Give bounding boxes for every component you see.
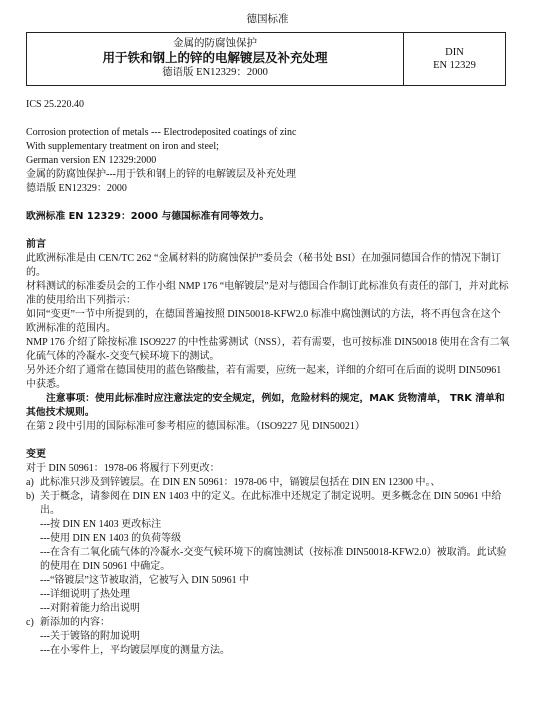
list-sub-line: ---按 DIN EN 1403 更改标注 [40,519,162,530]
title-block-main [27,33,404,85]
list-item [26,490,510,518]
standard-code-din: DIN [445,47,464,58]
intro-line: Corrosion protection of metals --- Electrodeposited coatings of zinc [26,127,297,138]
list-item-text: 新添加的内容： [40,617,110,628]
intro-line: 德语版 EN12329：2000 [26,183,127,194]
foreword-paragraph: 材料测试的标准委员会的工作小组 NMP 176 “电解镀层”是对与德国合作制订此标准负有责任的部门，并对此标准的使用给出下列指示： [26,281,509,306]
foreword-paragraph: 另外还介绍了通常在德国使用的蓝色铬酸盐，若有需要，应统一起来，详细的介绍可在后面的说明 DIN50961 中获悉。 [26,365,502,390]
list-item [26,476,510,490]
standard-code-number: EN 12329 [433,60,476,71]
list-item-text: 关于概念，请参阅在 DIN EN 1403 中的定义。在此标准中还规定了制定说明。更多概念在 DIN 50961 中给出。 [40,491,502,516]
list-sub-line: ---对附着能力给出说明 [40,603,140,614]
title-block [26,32,506,86]
document-body [26,98,510,658]
list-sub-line: ---在含有二氧化硫气体的冷凝水-交变气候环境下的腐蚀测试（按标准 DIN50018-KFW2.0）被取消。此试验的使用在 DIN 50961 中确定。 [40,547,507,572]
foreword-heading: 前言 [26,239,46,250]
list-marker: c) [26,617,34,628]
safety-notice: 注意事项：使用此标准时应注意法定的安全规定，例如，危险材料的规定，MAK 货物清单， TRK 清单和其他技术规则。 [26,393,505,418]
ics-code: ICS 25.220.40 [26,99,85,110]
list-sub-line: ---详细说明了热处理 [40,589,130,600]
equivalence-statement: 欧洲标准 EN 12329：2000 与德国标准有同等效力。 [26,211,270,222]
foreword-paragraph: NMP 176 介绍了除按标准 ISO9227 的中性盐雾测试（NSS），若有需要，也可按标准 DIN50018 使用在含有二氧化硫气体的冷凝水-交变气候环境下的测试。 [26,337,510,362]
list-marker: b) [26,491,35,502]
list-item [26,616,510,630]
reference-note: 在第 2 段中引用的国际标准可参考相应的德国标准。（ISO9227 见 DIN50021） [26,421,365,432]
intro-line: With supplementary treatment on iron and steel; [26,141,219,152]
list-marker: a) [26,477,34,488]
foreword-paragraph: 此欧洲标准是由 CEN/TC 262 “金属材料的防腐蚀保护”委员会（秘书处 BSI）在加强同德国合作的情况下制订的。 [26,253,501,278]
document-title: 用于铁和钢上的锌的电解镀层及补充处理 [102,51,328,65]
document-subtitle: 金属的防腐蚀保护 [173,38,257,49]
list-sub-line: ---使用 DIN EN 1403 的负荷等级 [40,533,182,544]
changes-intro: 对于 DIN 50961：1978-06 将履行下列更改： [26,463,220,474]
standard-category-label: 德国标准 [246,14,289,25]
list-sub-line: ---在小零件上，平均镀层厚度的测量方法。 [40,645,230,656]
foreword-paragraph: 如同“变更”一节中所提到的，在德国普遍按照 DIN50018-KFW2.0 标准中腐蚀测试的方法，将不再包含在这个欧洲标准的范围内。 [26,309,501,334]
changes-heading: 变更 [26,449,46,460]
intro-line: German version EN 12329:2000 [26,155,157,166]
list-sub-line: ---关于镀铬的附加说明 [40,631,140,642]
intro-line: 金属的防腐蚀保护---用于铁和钢上的锌的电解镀层及补充处理 [26,169,296,180]
standard-code [404,33,505,85]
list-sub-line: ---“铬镀层”这节被取消，它被写入 DIN 50961 中 [40,575,250,586]
document-version: 德语版 EN12329：2000 [162,67,268,78]
list-item-text: 此标准只涉及到锌镀层。在 DIN EN 50961：1978-06 中，镉镀层包括在 DIN EN 12300 中。、 [40,477,441,488]
